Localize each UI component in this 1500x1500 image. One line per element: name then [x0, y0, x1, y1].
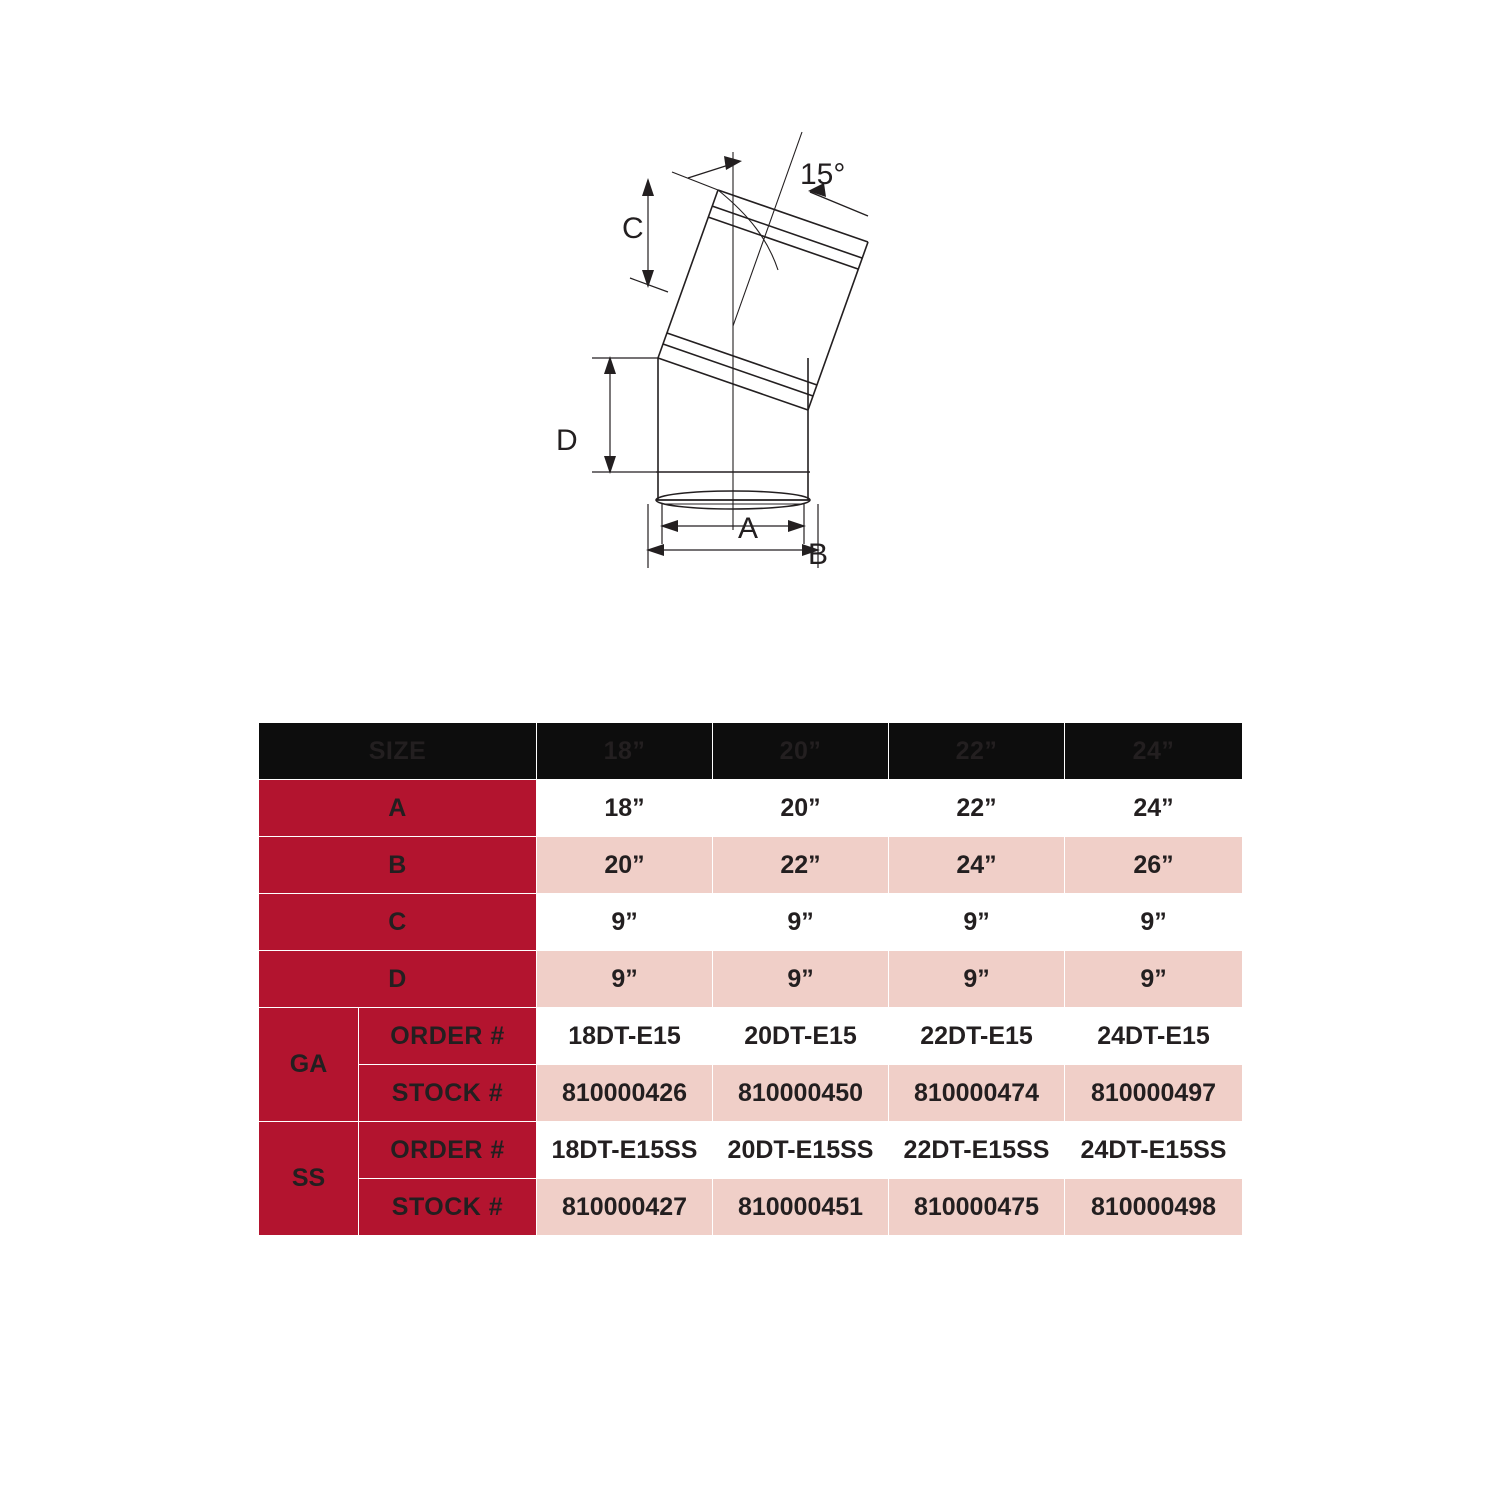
cell-c-24: 9” [1065, 894, 1243, 951]
table-row [259, 780, 1243, 837]
table-row [259, 894, 1243, 951]
cell-ss-stock-22: 810000475 [889, 1179, 1065, 1236]
cell-ss-stock-20: 810000451 [713, 1179, 889, 1236]
row-label-a: A [259, 780, 537, 837]
label-angle: 15° [800, 158, 846, 191]
cell-d-24: 9” [1065, 951, 1243, 1008]
cell-ss-order-22: 22DT-E15SS [889, 1122, 1065, 1179]
cell-b-24: 26” [1065, 837, 1243, 894]
table-row [259, 951, 1243, 1008]
cell-b-20: 22” [713, 837, 889, 894]
cell-a-24: 24” [1065, 780, 1243, 837]
cell-ss-stock-18: 810000427 [537, 1179, 713, 1236]
row-label-ga-stock: STOCK # [359, 1065, 537, 1122]
cell-ss-order-18: 18DT-E15SS [537, 1122, 713, 1179]
cell-c-20: 9” [713, 894, 889, 951]
cell-a-22: 22” [889, 780, 1065, 837]
cell-ga-order-22: 22DT-E15 [889, 1008, 1065, 1065]
cell-ga-stock-20: 810000450 [713, 1065, 889, 1122]
row-label-ga-order: ORDER # [359, 1008, 537, 1065]
group-label-ga: GA [259, 1008, 359, 1122]
cell-ga-order-20: 20DT-E15 [713, 1008, 889, 1065]
cell-ga-order-24: 24DT-E15 [1065, 1008, 1243, 1065]
label-a: A [738, 512, 759, 545]
table-row [259, 1179, 1243, 1236]
cell-b-18: 20” [537, 837, 713, 894]
row-label-ss-order: ORDER # [359, 1122, 537, 1179]
row-label-d: D [259, 951, 537, 1008]
cell-ga-order-18: 18DT-E15 [537, 1008, 713, 1065]
cell-b-22: 24” [889, 837, 1065, 894]
label-c: C [622, 212, 644, 245]
header-size-20: 20” [713, 723, 889, 780]
cell-c-18: 9” [537, 894, 713, 951]
cell-d-22: 9” [889, 951, 1065, 1008]
spec-table-container [258, 722, 1242, 1236]
diagram-area [0, 0, 1500, 690]
header-size-22: 22” [889, 723, 1065, 780]
cell-ga-stock-22: 810000474 [889, 1065, 1065, 1122]
elbow-technical-drawing [450, 120, 1050, 580]
cell-ss-order-24: 24DT-E15SS [1065, 1122, 1243, 1179]
header-size-label: SIZE [259, 723, 537, 780]
cell-ss-stock-24: 810000498 [1065, 1179, 1243, 1236]
cell-d-18: 9” [537, 951, 713, 1008]
cell-ga-stock-24: 810000497 [1065, 1065, 1243, 1122]
cell-ss-order-20: 20DT-E15SS [713, 1122, 889, 1179]
cell-a-20: 20” [713, 780, 889, 837]
label-b: B [808, 538, 829, 571]
header-size-24: 24” [1065, 723, 1243, 780]
cell-ga-stock-18: 810000426 [537, 1065, 713, 1122]
table-row [259, 1008, 1243, 1065]
table-header-row [259, 723, 1243, 780]
spec-table [258, 722, 1243, 1236]
row-label-ss-stock: STOCK # [359, 1179, 537, 1236]
group-label-ss: SS [259, 1122, 359, 1236]
cell-d-20: 9” [713, 951, 889, 1008]
table-row [259, 1065, 1243, 1122]
row-label-c: C [259, 894, 537, 951]
cell-c-22: 9” [889, 894, 1065, 951]
cell-a-18: 18” [537, 780, 713, 837]
label-d: D [556, 424, 578, 457]
header-size-18: 18” [537, 723, 713, 780]
table-row [259, 1122, 1243, 1179]
row-label-b: B [259, 837, 537, 894]
table-row [259, 837, 1243, 894]
